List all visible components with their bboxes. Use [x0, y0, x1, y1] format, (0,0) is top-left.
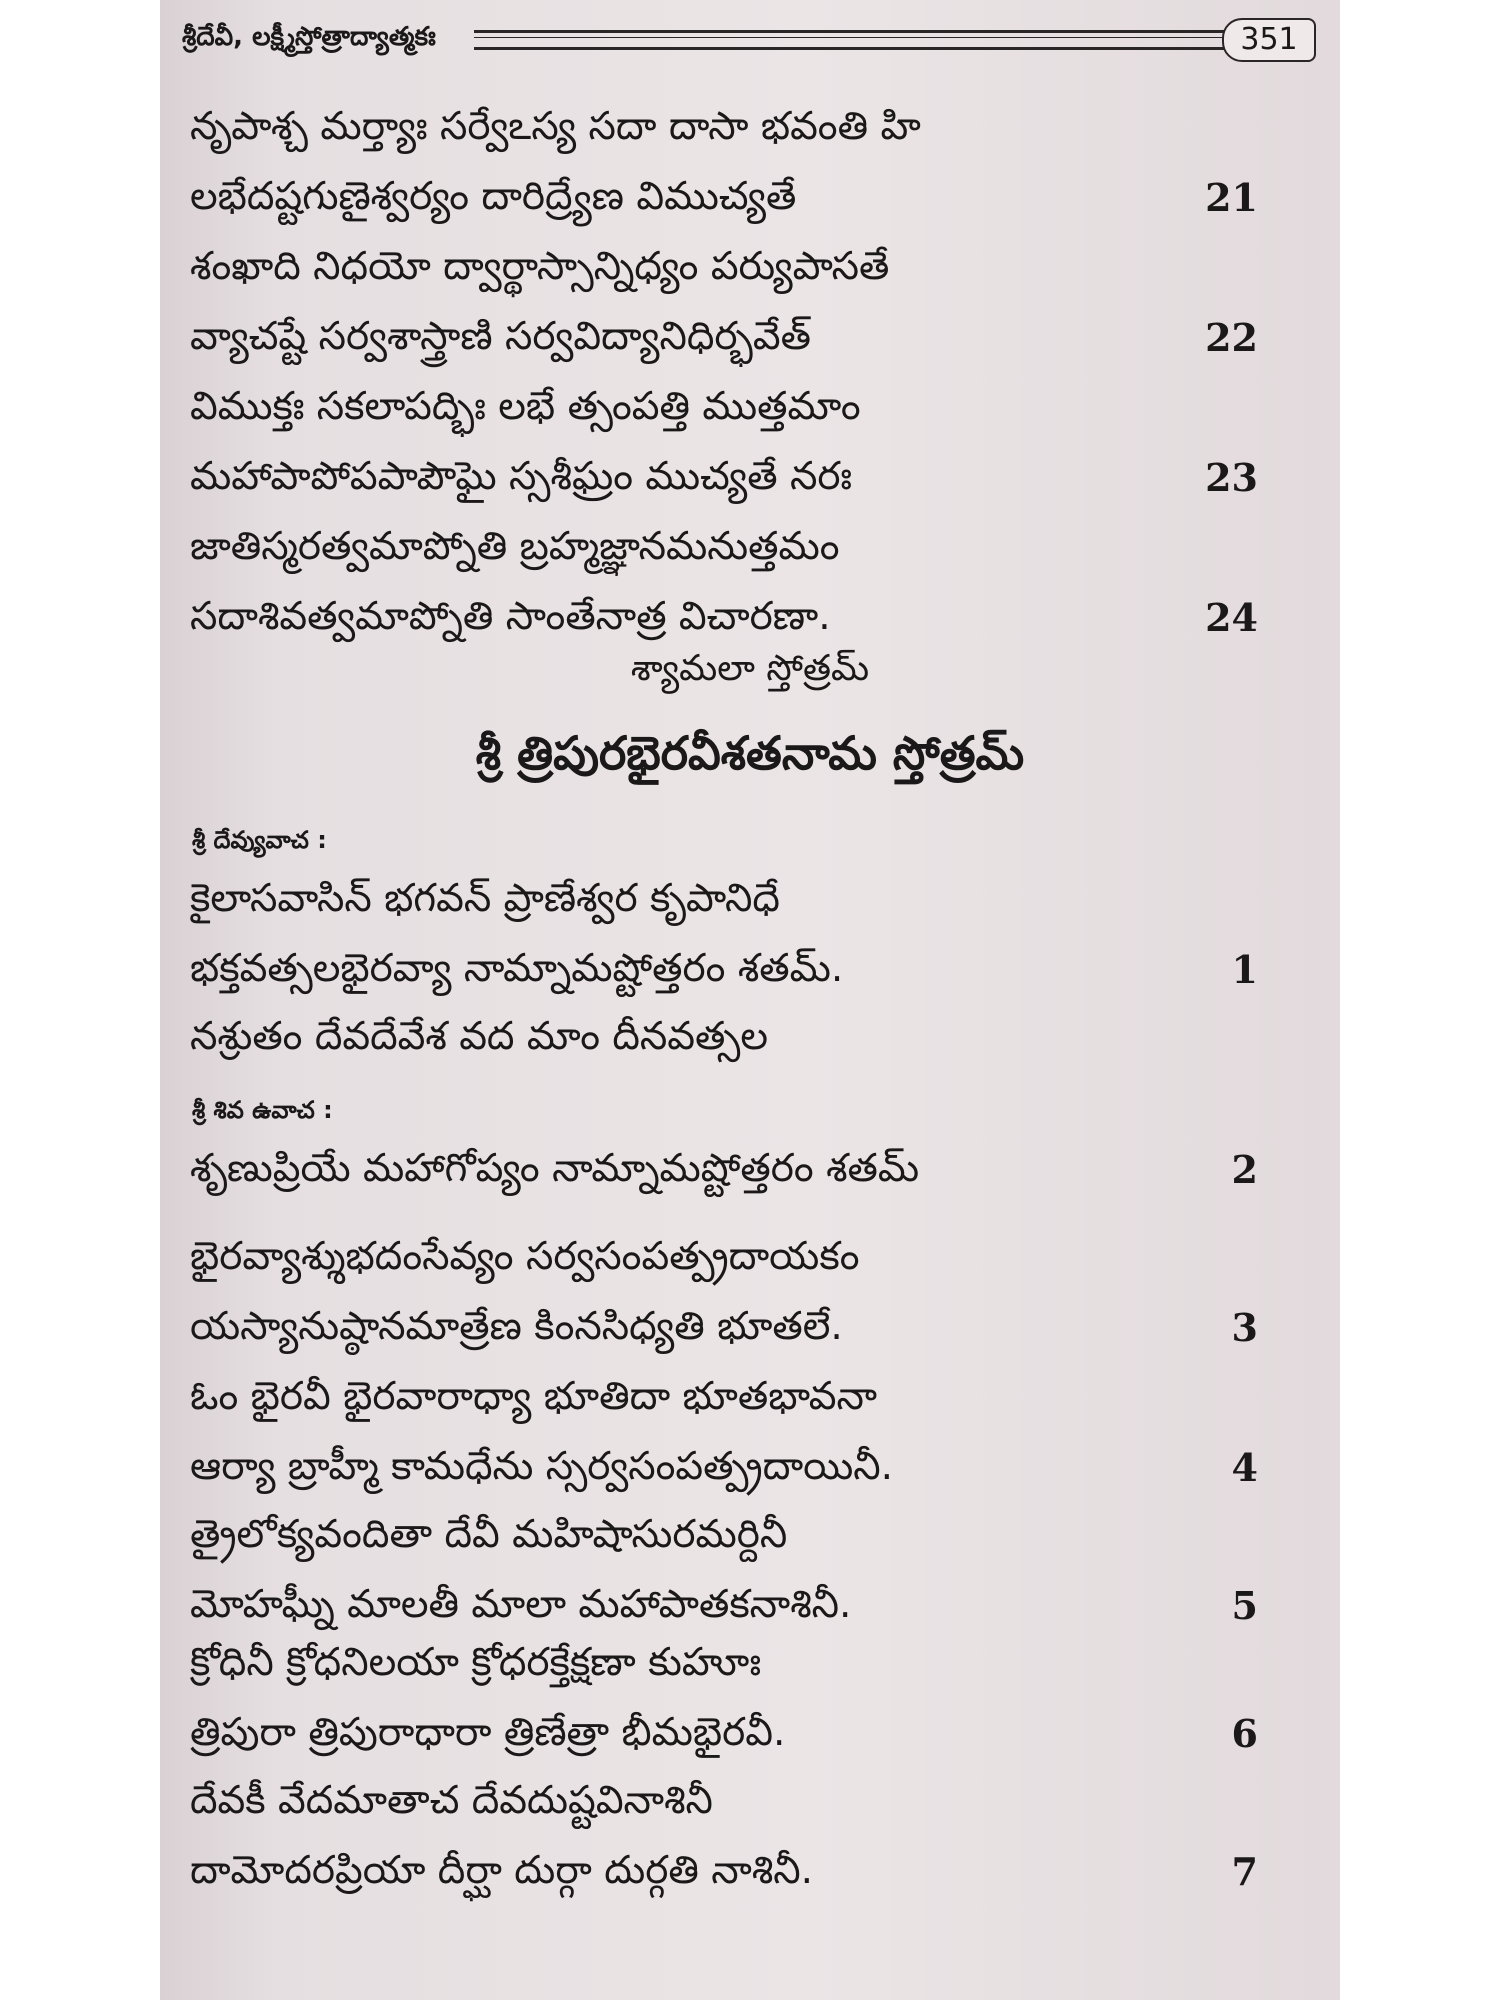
- verse-line: ఆర్యా బ్రాహ్మీ కామధేను స్సర్వసంపత్ప్రదాయినీ.: [190, 1444, 894, 1489]
- header-rule: [474, 30, 1226, 50]
- verse-number: 24: [1205, 595, 1258, 640]
- verse-number: 21: [1205, 175, 1258, 220]
- verse-number: 6: [1231, 1711, 1258, 1756]
- speaker-label-devi: శ్రీ దేవ్యువాచ :: [192, 826, 327, 854]
- page-number: 351: [1222, 18, 1316, 62]
- verse-line: మహాపాపోపపాపౌఘై స్సశీఘ్రం ముచ్యతే నరః: [190, 454, 853, 499]
- verse-1: [190, 864, 1300, 1004]
- verse-7: [190, 1766, 1300, 1906]
- verse-unnumbered: [190, 1002, 1300, 1072]
- verse-line: లభేదష్టగుణైశ్వర్యం దారిద్ర్యేణ విముచ్యతే: [190, 174, 797, 219]
- verse-line: జాతిస్మరత్వమాప్నోతి బ్రహ్మజ్ఞానమనుత్తమం: [190, 524, 840, 569]
- verse-number: 5: [1231, 1583, 1258, 1628]
- verse-5: [190, 1500, 1300, 1640]
- verse-line: శంఖాది నిధయో ద్వార్థాస్సాన్నిధ్యం పర్యుపాసతే: [190, 244, 890, 289]
- verse-number: 4: [1231, 1445, 1258, 1490]
- running-title: శ్రీదేవీ, లక్ష్మీస్తోత్రాద్యాత్మకః: [182, 22, 436, 52]
- verse-line: విముక్తః సకలాపద్భిః లభే త్సంపత్తి ముత్తమాం: [190, 384, 861, 429]
- verse-line: భక్తవత్సలభైరవ్యా నామ్నామష్టోత్తరం శతమ్.: [190, 946, 844, 991]
- verse-line: నృపాశ్చ మర్త్యాః సర్వేఽస్య సదా దాసా భవంతి హి: [190, 104, 921, 149]
- verse-line: భైరవ్యాశ్శుభదంసేవ్యం సర్వసంపత్ప్రదాయకం: [190, 1234, 860, 1279]
- verse-line: త్రైలోక్యవందితా దేవీ మహిషాసురమర్దినీ: [190, 1512, 788, 1557]
- verse-line: యస్యానుష్ఠానమాత్రేణ కింనసిధ్యతి భూతలే.: [190, 1304, 843, 1349]
- page-header: [182, 18, 1322, 62]
- section-closing-line: శ్యామలా స్తోత్రమ్: [630, 648, 870, 689]
- verse-2: [190, 1134, 1300, 1204]
- verse-line: మోహఘ్నీ మాలతీ మాలా మహాపాతకనాశినీ.: [190, 1582, 852, 1627]
- verse-number: 1: [1231, 947, 1258, 992]
- section-title: శ్రీ త్రిపురభైరవీశతనామ స్తోత్రమ్: [475, 726, 1025, 780]
- verse-line: త్రిపురా త్రిపురాధారా త్రిణేత్రా భీమభైరవీ.: [190, 1710, 786, 1755]
- verse-line: వ్యాచష్టే సర్వశాస్త్రాణి సర్వవిద్యానిధిర్భవేత్: [190, 314, 811, 359]
- verse-6: [190, 1628, 1300, 1768]
- verse-23: [190, 372, 1300, 512]
- verse-line: క్రోధినీ క్రోధనిలయా క్రోధరక్తేక్షణా కుహూః: [190, 1640, 762, 1685]
- verse-number: 2: [1231, 1147, 1258, 1192]
- verse-line: శృణుప్రియే మహాగోప్యం నామ్నామష్టోత్తరం శతమ్: [190, 1146, 920, 1191]
- verse-3: [190, 1222, 1300, 1362]
- verse-line: దేవకీ వేదమాతాచ దేవదుష్టవినాశినీ: [190, 1778, 713, 1823]
- verse-number: 3: [1231, 1305, 1258, 1350]
- verse-24: [190, 512, 1300, 652]
- verse-number: 23: [1205, 455, 1258, 500]
- book-page: [160, 0, 1340, 2000]
- verse-21: [190, 92, 1300, 232]
- verse-number: 22: [1205, 315, 1258, 360]
- verse-line: దామోదరప్రియా దీర్ఘా దుర్గా దుర్గతి నాశినీ.: [190, 1848, 814, 1893]
- verse-line: సదాశివత్వమాప్నోతి సాంతేనాత్ర విచారణా.: [190, 594, 831, 639]
- verse-line: ఓం భైరవీ భైరవారాధ్యా భూతిదా భూతభావనా: [190, 1374, 878, 1419]
- speaker-label-shiva: శ్రీ శివ ఉవాచ :: [192, 1096, 333, 1124]
- verse-number: 7: [1231, 1849, 1258, 1894]
- verse-4: [190, 1362, 1300, 1502]
- verse-line: కైలాసవాసిన్ భగవన్ ప్రాణేశ్వర కృపానిధే: [190, 876, 780, 921]
- verse-line: నశ్రుతం దేవదేవేశ వద మాం దీనవత్సల: [190, 1014, 769, 1059]
- verse-22: [190, 232, 1300, 372]
